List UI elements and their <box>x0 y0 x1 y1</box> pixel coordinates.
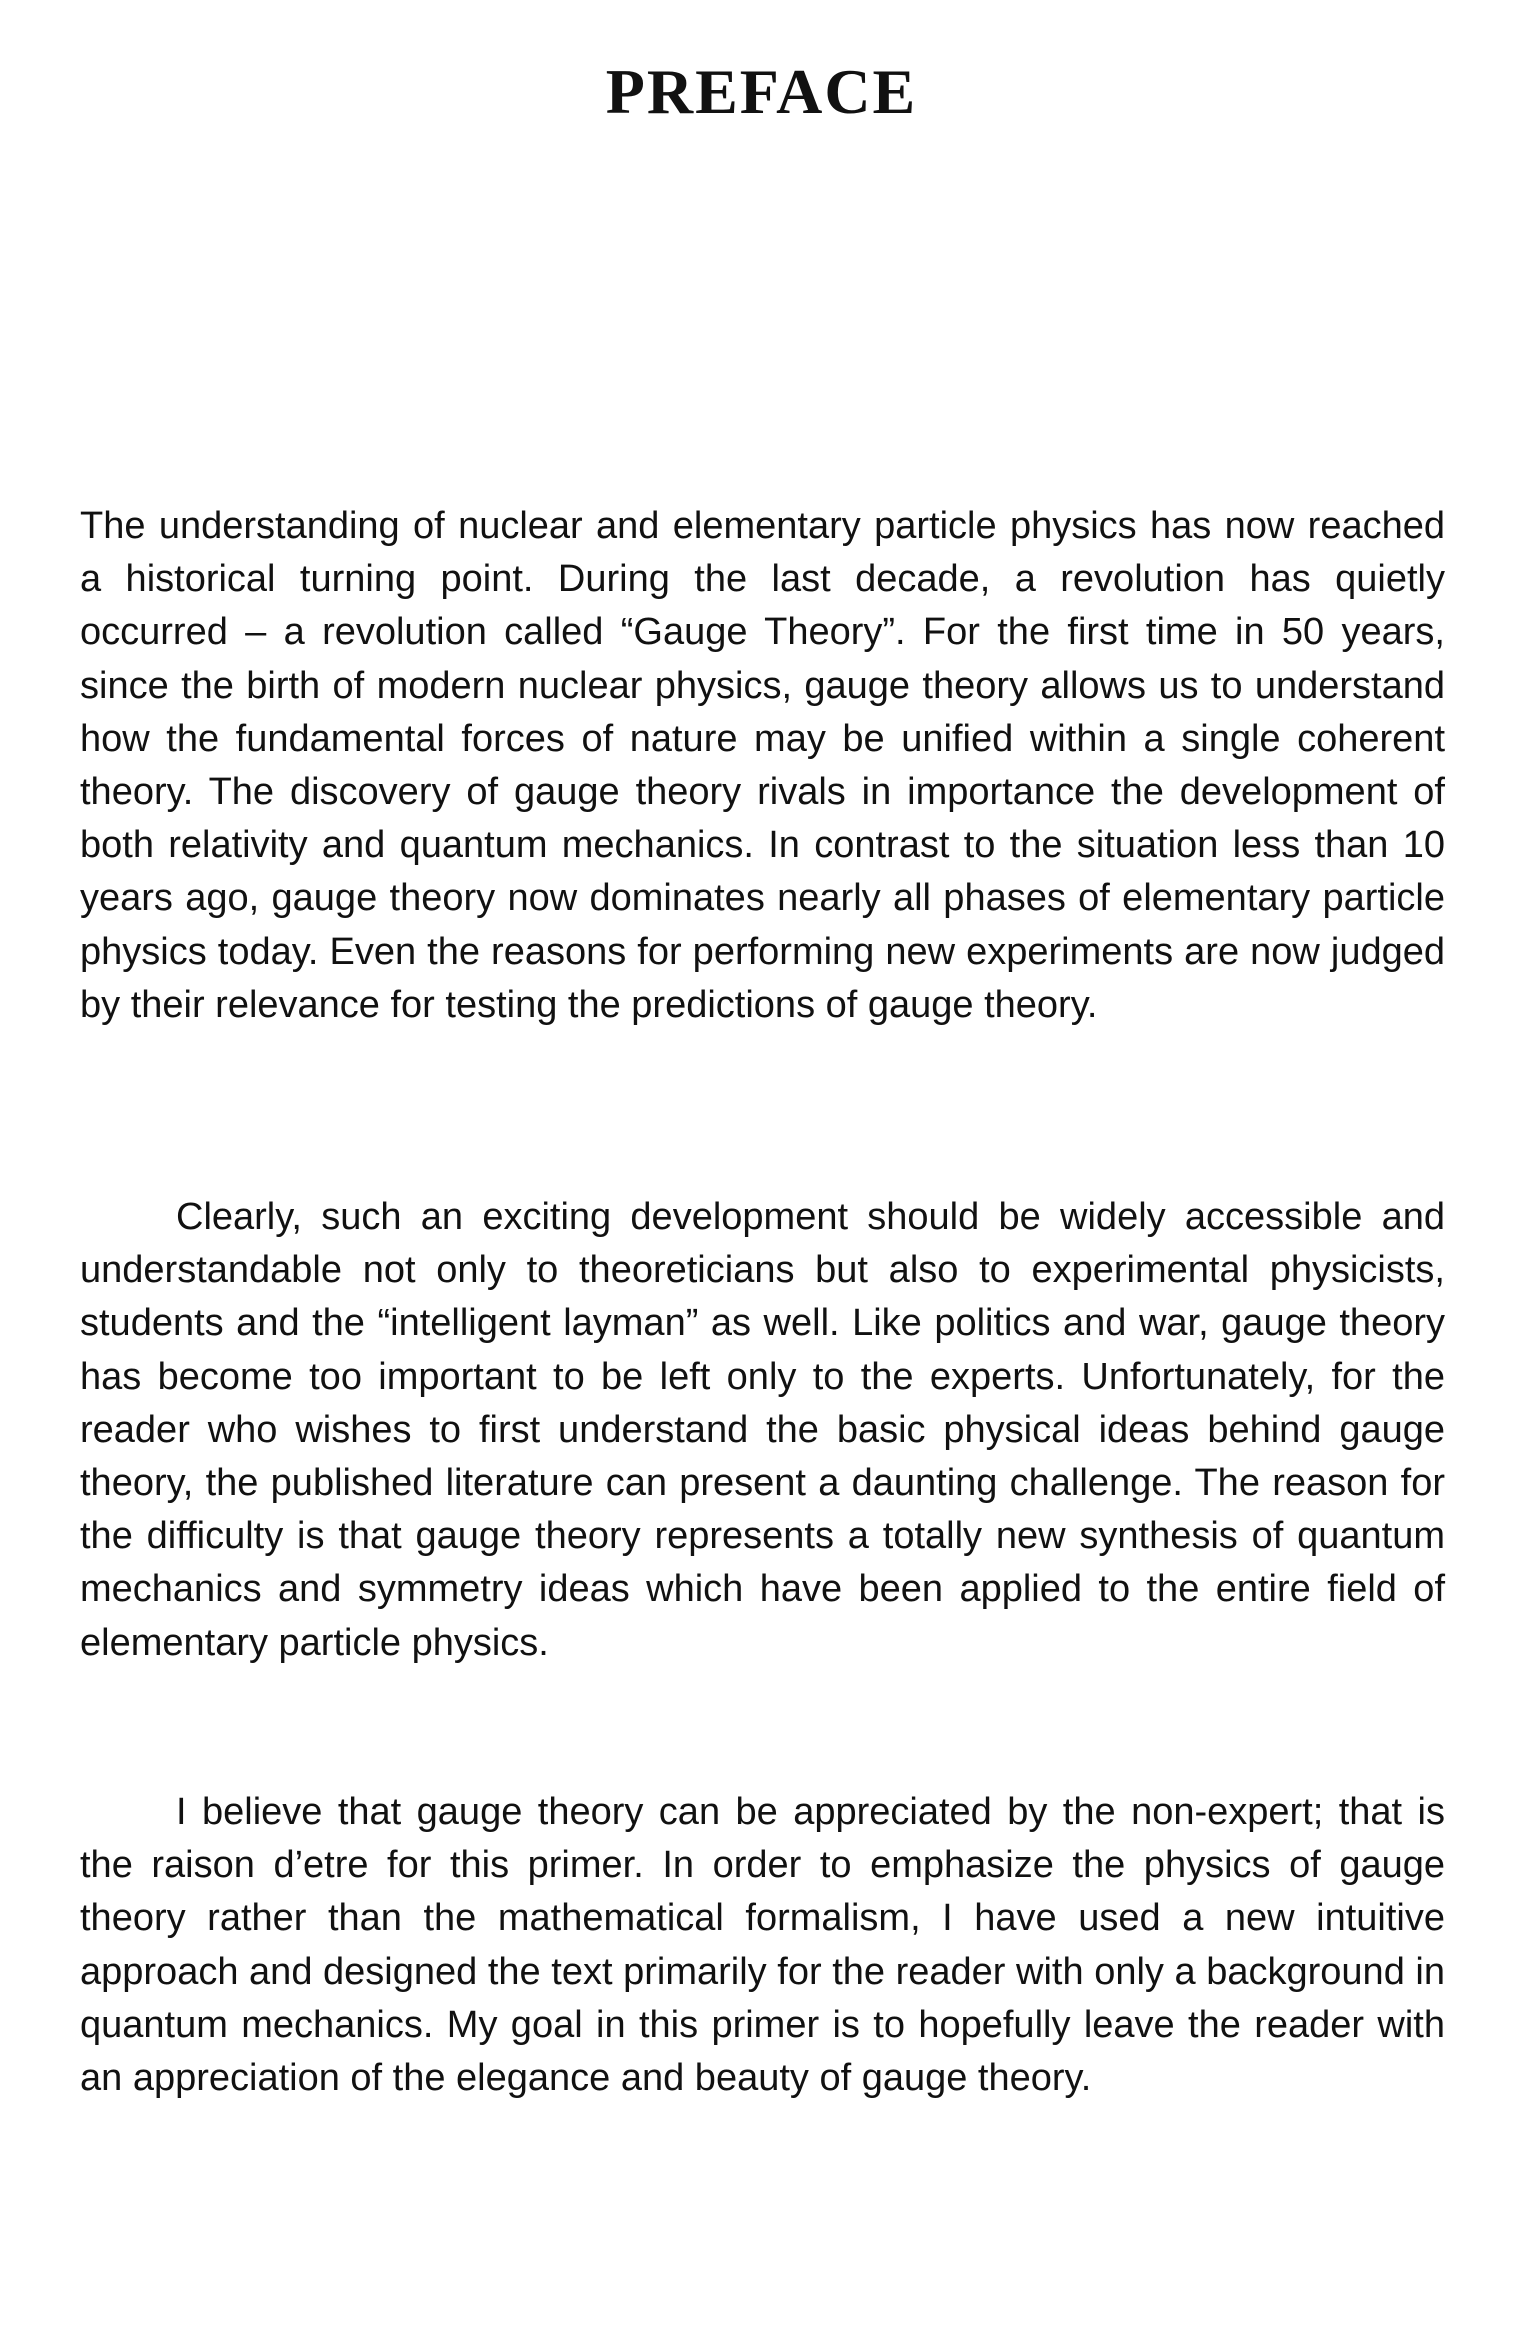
page-title: PREFACE <box>605 56 918 127</box>
preface-paragraph-3: I believe that gauge theory can be appreciated by the non-expert; that is the raison d’etre for this primer. In order to emphasize the physics of gauge theory rather than the mathematical formalism, I have used a new intuitive approach and designed the text primarily for the reader with only a background in quantum mechanics. My goal in this primer is to hopefully leave the reader with an appreciation of the elegance and beauty of gauge theory. <box>80 1791 1445 2100</box>
preface-paragraph-2: Clearly, such an exciting development should be widely accessible and understandable not only to theoreticians but also to experimental physicists, students and the “intelligent layman” as well. Like politics and war, gauge theory has become too important to be left only to the experts. Unfortunately, for the reader who wishes to first understand the basic physical ideas behind gauge theory, the published literature can present a daunting challenge. The reason for the difficulty is that gauge theory represents a totally new synthesis of quantum mechanics and symmetry ideas which have been applied to the entire field of elementary particle physics. <box>80 1196 1445 1664</box>
preface-paragraph-1: The understanding of nuclear and elementary particle physics has now reached a historical turning point. During the last decade, a revolution has quietly occurred – a revolution called “Gauge Theory”. For the first time in 50 years, since the birth of modern nuclear physics, gauge theory allows us to understand how the fundamental forces of nature may be unified within a single coherent theory. The discovery of gauge theory rivals in importance the development of both relativity and quantum mechanics. In contrast to the situation less than 10 years ago, gauge theory now dominates nearly all phases of elementary particle physics today. Even the reasons for performing new experiments are now judged by their relevance for testing the predictions of gauge theory. <box>80 505 1445 1026</box>
